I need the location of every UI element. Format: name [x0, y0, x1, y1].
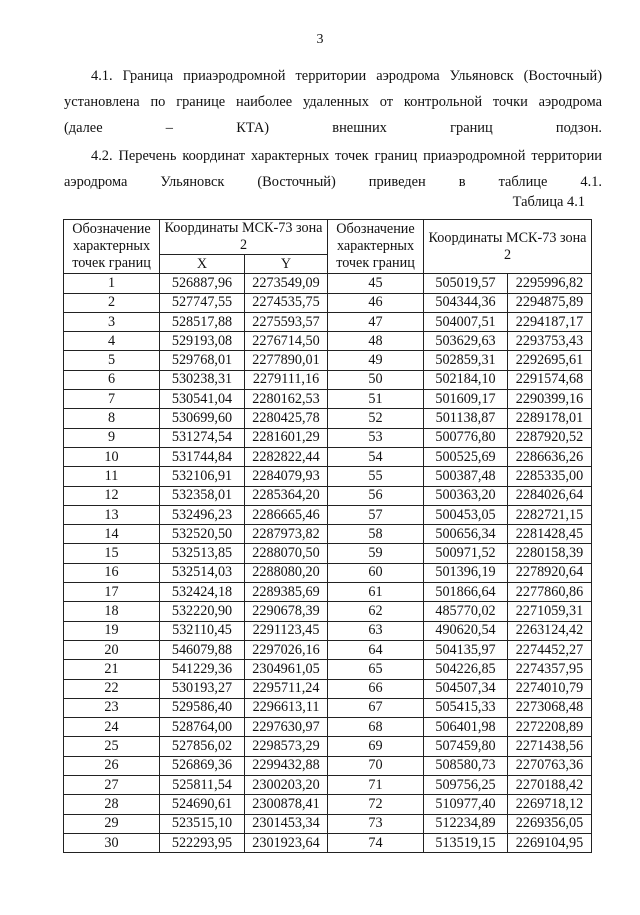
point-number: 15: [64, 544, 160, 563]
coord-y: 2288080,20: [245, 563, 328, 582]
coord-y: 2273068,48: [508, 698, 592, 717]
point-number: 57: [328, 505, 424, 524]
coord-x: 505019,57: [424, 274, 508, 293]
point-number: 72: [328, 795, 424, 814]
coord-y: 2297026,16: [245, 640, 328, 659]
paragraph-4-2: [64, 143, 602, 195]
table-row: [64, 312, 592, 331]
coord-x: 530541,04: [160, 390, 245, 409]
coord-x: 532520,50: [160, 525, 245, 544]
table-row: [64, 660, 592, 679]
coord-y: 2284079,93: [245, 467, 328, 486]
coord-y: 2293753,43: [508, 332, 592, 351]
coord-y: 2289178,01: [508, 409, 592, 428]
coord-x: 501609,17: [424, 390, 508, 409]
coord-y: 2270763,36: [508, 756, 592, 775]
coord-y: 2277890,01: [245, 351, 328, 370]
coord-x: 528764,00: [160, 718, 245, 737]
table-row: [64, 351, 592, 370]
coord-y: 2277860,86: [508, 583, 592, 602]
table-row: [64, 640, 592, 659]
point-number: 59: [328, 544, 424, 563]
point-number: 61: [328, 583, 424, 602]
point-number: 26: [64, 756, 160, 775]
coord-x: 532110,45: [160, 621, 245, 640]
coord-y: 2290678,39: [245, 602, 328, 621]
coord-y: 2274357,95: [508, 660, 592, 679]
coord-y: 2292695,61: [508, 351, 592, 370]
point-number: 29: [64, 814, 160, 833]
paragraph-line: 4.1. Граница приаэродромной территории аэродрома Ульяновск (Восточный): [91, 68, 602, 84]
point-number: 56: [328, 486, 424, 505]
point-number: 55: [328, 467, 424, 486]
paragraph-line: (далее – КТА) внешних границ подзон.: [64, 120, 602, 136]
point-number: 8: [64, 409, 160, 428]
table-row: [64, 698, 592, 717]
header-coords-left: Координаты МСК-73 зона 2: [160, 220, 328, 255]
coord-y: 2298573,29: [245, 737, 328, 756]
point-number: 71: [328, 776, 424, 795]
coord-y: 2274452,27: [508, 640, 592, 659]
coord-y: 2285364,20: [245, 486, 328, 505]
table-row: [64, 467, 592, 486]
point-number: 6: [64, 370, 160, 389]
point-number: 64: [328, 640, 424, 659]
header-coords-right: Координаты МСК-73 зона 2: [424, 220, 592, 274]
coord-y: 2291574,68: [508, 370, 592, 389]
table-row: [64, 583, 592, 602]
coord-x: 541229,36: [160, 660, 245, 679]
point-number: 54: [328, 447, 424, 466]
coordinates-table: [63, 219, 592, 853]
coord-y: 2301923,64: [245, 833, 328, 852]
point-number: 18: [64, 602, 160, 621]
coord-y: 2281601,29: [245, 428, 328, 447]
coord-x: 500453,05: [424, 505, 508, 524]
table-row: [64, 563, 592, 582]
coord-y: 2280425,78: [245, 409, 328, 428]
coord-x: 532514,03: [160, 563, 245, 582]
coord-y: 2269718,12: [508, 795, 592, 814]
point-number: 47: [328, 312, 424, 331]
paragraph-line: установлена по границе наиболее удаленных от контрольной точки аэродрома: [64, 94, 602, 110]
table-row: [64, 756, 592, 775]
point-number: 73: [328, 814, 424, 833]
coord-y: 2284026,64: [508, 486, 592, 505]
coord-y: 2286636,26: [508, 447, 592, 466]
coord-y: 2279111,16: [245, 370, 328, 389]
table-row: [64, 544, 592, 563]
coord-y: 2287920,52: [508, 428, 592, 447]
point-number: 48: [328, 332, 424, 351]
coord-x: 502184,10: [424, 370, 508, 389]
coord-y: 2286665,46: [245, 505, 328, 524]
point-number: 21: [64, 660, 160, 679]
coord-x: 504344,36: [424, 293, 508, 312]
coord-x: 501866,64: [424, 583, 508, 602]
coord-x: 530699,60: [160, 409, 245, 428]
coord-y: 2296613,11: [245, 698, 328, 717]
coord-y: 2282721,15: [508, 505, 592, 524]
coord-y: 2300203,20: [245, 776, 328, 795]
header-designation-left: Обозначение характерных точек границ: [64, 220, 160, 274]
coord-x: 529586,40: [160, 698, 245, 717]
point-number: 7: [64, 390, 160, 409]
coord-x: 508580,73: [424, 756, 508, 775]
coord-x: 532424,18: [160, 583, 245, 602]
coord-x: 522293,95: [160, 833, 245, 852]
coord-x: 529768,01: [160, 351, 245, 370]
point-number: 4: [64, 332, 160, 351]
coord-x: 527747,55: [160, 293, 245, 312]
point-number: 10: [64, 447, 160, 466]
coord-x: 504007,51: [424, 312, 508, 331]
coord-x: 507459,80: [424, 737, 508, 756]
table-row: [64, 795, 592, 814]
point-number: 22: [64, 679, 160, 698]
coord-x: 506401,98: [424, 718, 508, 737]
table-row: [64, 737, 592, 756]
table-row: [64, 332, 592, 351]
coord-x: 528517,88: [160, 312, 245, 331]
coord-x: 532358,01: [160, 486, 245, 505]
point-number: 2: [64, 293, 160, 312]
coord-x: 509756,25: [424, 776, 508, 795]
coord-x: 500363,20: [424, 486, 508, 505]
coord-x: 526887,96: [160, 274, 245, 293]
point-number: 62: [328, 602, 424, 621]
table-row: [64, 505, 592, 524]
coord-y: 2299432,88: [245, 756, 328, 775]
coord-x: 532513,85: [160, 544, 245, 563]
point-number: 25: [64, 737, 160, 756]
coord-x: 532496,23: [160, 505, 245, 524]
coord-y: 2280158,39: [508, 544, 592, 563]
coord-y: 2269356,05: [508, 814, 592, 833]
coord-x: 500387,48: [424, 467, 508, 486]
coord-x: 512234,89: [424, 814, 508, 833]
coord-x: 505415,33: [424, 698, 508, 717]
coord-x: 532220,90: [160, 602, 245, 621]
coord-y: 2285335,00: [508, 467, 592, 486]
coord-x: 500971,52: [424, 544, 508, 563]
coord-y: 2274535,75: [245, 293, 328, 312]
coord-y: 2270188,42: [508, 776, 592, 795]
point-number: 27: [64, 776, 160, 795]
point-number: 1: [64, 274, 160, 293]
coord-x: 504507,34: [424, 679, 508, 698]
coord-x: 502859,31: [424, 351, 508, 370]
point-number: 16: [64, 563, 160, 582]
coord-y: 2297630,97: [245, 718, 328, 737]
coord-y: 2300878,41: [245, 795, 328, 814]
paragraph-line: 4.2. Перечень координат характерных точек границ приаэродромной территории: [91, 148, 602, 164]
point-number: 11: [64, 467, 160, 486]
coord-y: 2282822,44: [245, 447, 328, 466]
coord-y: 2288070,50: [245, 544, 328, 563]
coord-x: 530238,31: [160, 370, 245, 389]
point-number: 68: [328, 718, 424, 737]
coord-y: 2295996,82: [508, 274, 592, 293]
point-number: 30: [64, 833, 160, 852]
point-number: 12: [64, 486, 160, 505]
point-number: 50: [328, 370, 424, 389]
coord-x: 526869,36: [160, 756, 245, 775]
coord-y: 2271438,56: [508, 737, 592, 756]
point-number: 74: [328, 833, 424, 852]
coord-y: 2274010,79: [508, 679, 592, 698]
table-row: [64, 447, 592, 466]
table-row: [64, 814, 592, 833]
point-number: 45: [328, 274, 424, 293]
table-row: [64, 274, 592, 293]
point-number: 53: [328, 428, 424, 447]
coord-y: 2295711,24: [245, 679, 328, 698]
table-row: [64, 428, 592, 447]
coord-x: 530193,27: [160, 679, 245, 698]
coord-y: 2294187,17: [508, 312, 592, 331]
coord-y: 2273549,09: [245, 274, 328, 293]
point-number: 51: [328, 390, 424, 409]
coord-x: 523515,10: [160, 814, 245, 833]
coord-x: 524690,61: [160, 795, 245, 814]
table-row: [64, 486, 592, 505]
coord-y: 2291123,45: [245, 621, 328, 640]
coord-y: 2280162,53: [245, 390, 328, 409]
table-row: [64, 718, 592, 737]
table-row: [64, 293, 592, 312]
coord-x: 546079,88: [160, 640, 245, 659]
coord-x: 501138,87: [424, 409, 508, 428]
coord-y: 2301453,34: [245, 814, 328, 833]
coord-x: 510977,40: [424, 795, 508, 814]
header-x: X: [160, 255, 245, 274]
header-y: Y: [245, 255, 328, 274]
point-number: 70: [328, 756, 424, 775]
coord-x: 532106,91: [160, 467, 245, 486]
point-number: 66: [328, 679, 424, 698]
coord-y: 2304961,05: [245, 660, 328, 679]
coord-x: 500656,34: [424, 525, 508, 544]
coord-x: 500776,80: [424, 428, 508, 447]
point-number: 69: [328, 737, 424, 756]
table-row: [64, 621, 592, 640]
point-number: 20: [64, 640, 160, 659]
coord-y: 2269104,95: [508, 833, 592, 852]
point-number: 17: [64, 583, 160, 602]
table-row: [64, 679, 592, 698]
coord-y: 2275593,57: [245, 312, 328, 331]
point-number: 23: [64, 698, 160, 717]
coord-y: 2281428,45: [508, 525, 592, 544]
point-number: 9: [64, 428, 160, 447]
coord-y: 2271059,31: [508, 602, 592, 621]
coord-x: 525811,54: [160, 776, 245, 795]
coord-y: 2272208,89: [508, 718, 592, 737]
coord-y: 2290399,16: [508, 390, 592, 409]
coord-y: 2263124,42: [508, 621, 592, 640]
point-number: 14: [64, 525, 160, 544]
point-number: 58: [328, 525, 424, 544]
point-number: 46: [328, 293, 424, 312]
table-row: [64, 776, 592, 795]
point-number: 65: [328, 660, 424, 679]
paragraph-4-1: [64, 63, 602, 141]
coord-x: 504226,85: [424, 660, 508, 679]
point-number: 49: [328, 351, 424, 370]
page-number: 3: [316, 32, 324, 47]
point-number: 19: [64, 621, 160, 640]
coord-y: 2287973,82: [245, 525, 328, 544]
coord-x: 529193,08: [160, 332, 245, 351]
point-number: 3: [64, 312, 160, 331]
point-number: 13: [64, 505, 160, 524]
coord-x: 531274,54: [160, 428, 245, 447]
coord-x: 490620,54: [424, 621, 508, 640]
point-number: 5: [64, 351, 160, 370]
point-number: 60: [328, 563, 424, 582]
coord-x: 500525,69: [424, 447, 508, 466]
point-number: 52: [328, 409, 424, 428]
table-row: [64, 390, 592, 409]
coord-x: 504135,97: [424, 640, 508, 659]
table-row: [64, 525, 592, 544]
table-row: [64, 602, 592, 621]
coord-y: 2294875,89: [508, 293, 592, 312]
point-number: 28: [64, 795, 160, 814]
coord-y: 2289385,69: [245, 583, 328, 602]
coord-y: 2278920,64: [508, 563, 592, 582]
table-row: [64, 370, 592, 389]
coord-y: 2276714,50: [245, 332, 328, 351]
coord-x: 501396,19: [424, 563, 508, 582]
table-row: [64, 833, 592, 852]
table-row: [64, 409, 592, 428]
header-designation-right: Обозначение характерных точек границ: [328, 220, 424, 274]
point-number: 63: [328, 621, 424, 640]
coord-x: 531744,84: [160, 447, 245, 466]
coord-x: 485770,02: [424, 602, 508, 621]
coord-x: 503629,63: [424, 332, 508, 351]
coord-x: 513519,15: [424, 833, 508, 852]
point-number: 67: [328, 698, 424, 717]
point-number: 24: [64, 718, 160, 737]
paragraph-line: аэродрома Ульяновск (Восточный) приведен в таблице 4.1.: [64, 174, 602, 190]
table-caption: Таблица 4.1: [512, 194, 585, 210]
coord-x: 527856,02: [160, 737, 245, 756]
